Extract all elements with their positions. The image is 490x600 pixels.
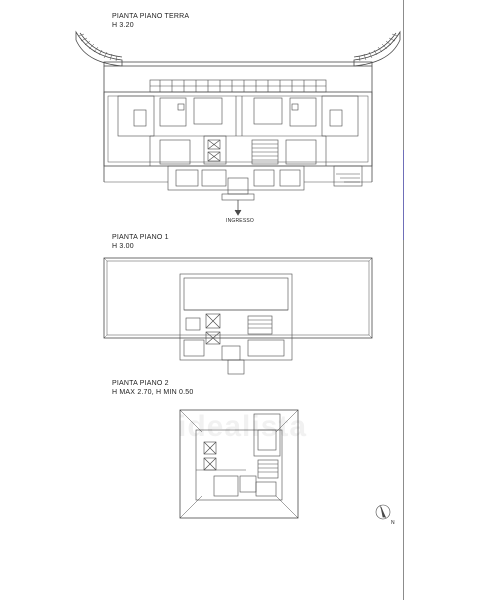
north-label: N xyxy=(391,520,395,526)
ground-main-block xyxy=(104,92,372,166)
watermark-logo: idealista xyxy=(178,410,308,443)
ground-floor-plan xyxy=(76,32,400,215)
second-floor-height: H MAX 2.70, H MIN 0.50 xyxy=(112,389,194,396)
north-arrow-icon xyxy=(376,505,390,519)
first-floor-roof-outline xyxy=(104,258,372,338)
ground-floor-height: H 3.20 xyxy=(112,22,134,29)
first-floor-height: H 3.00 xyxy=(112,243,134,250)
first-floor-title: PIANTA PIANO 1 xyxy=(112,234,169,241)
ground-floor-title: PIANTA PIANO TERRA xyxy=(112,13,190,20)
first-floor-block xyxy=(180,274,292,360)
entrance-label: INGRESSO xyxy=(226,218,254,224)
first-floor-plan xyxy=(104,258,372,374)
second-floor-title: PIANTA PIANO 2 xyxy=(112,380,169,387)
